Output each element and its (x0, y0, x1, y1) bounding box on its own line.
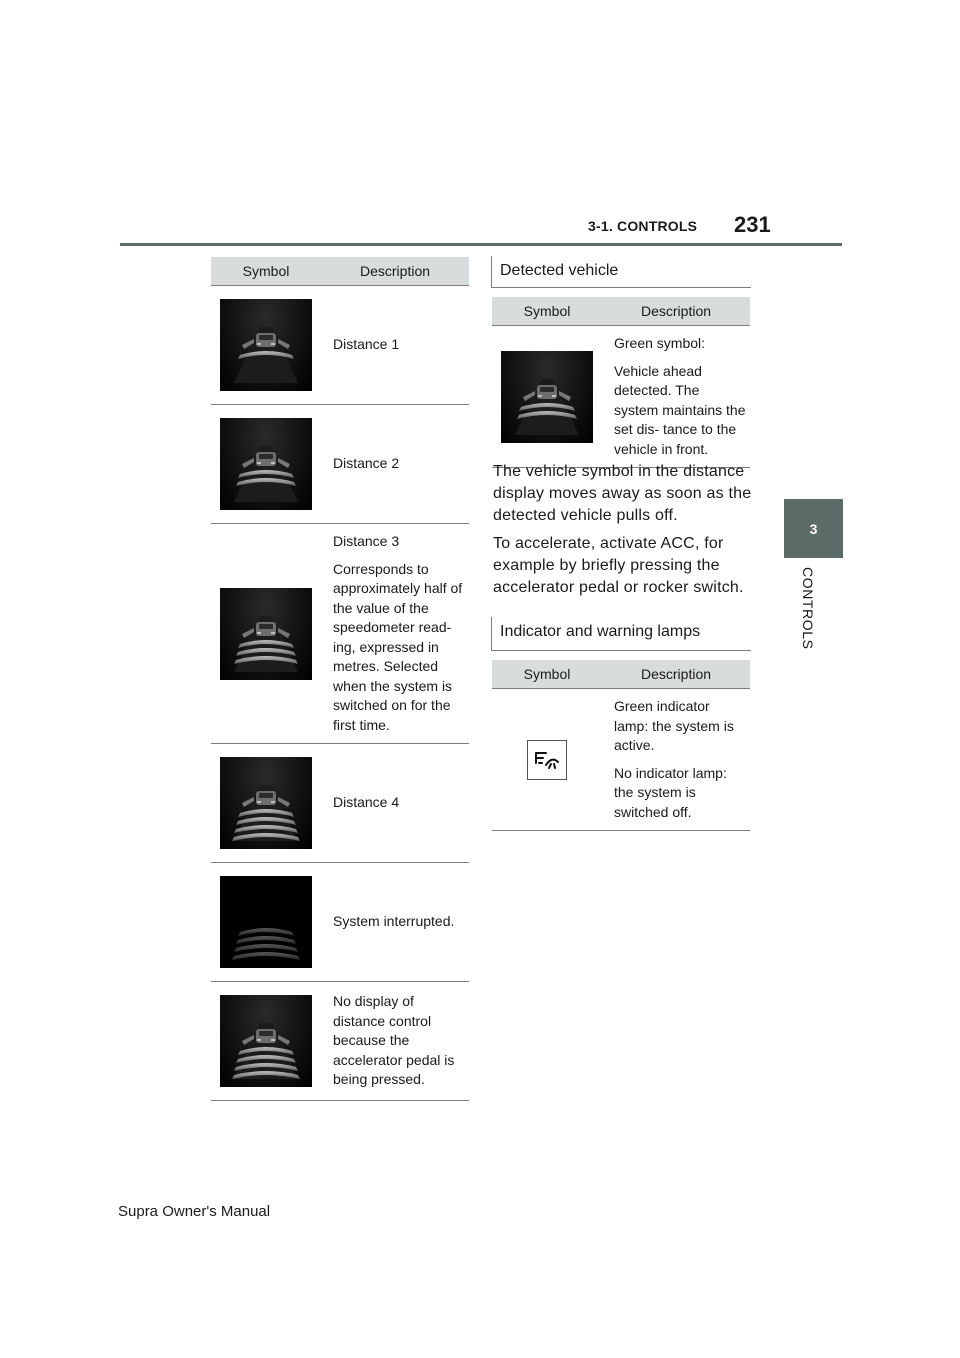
distance-2-symbol-image (220, 418, 312, 510)
col-header-description: Description (602, 297, 750, 326)
chapter-tab (784, 499, 843, 558)
col-header-symbol: Symbol (492, 660, 602, 689)
row-description-detail: Corresponds to approximately half of the value of the speedometer read- ing, expressed in metres. Selected when the system is switched on for the first time. (333, 560, 463, 733)
table-row (211, 286, 469, 405)
table-row (211, 524, 469, 744)
body-text (493, 461, 755, 605)
col-header-symbol: Symbol (492, 297, 602, 326)
table-row (492, 689, 750, 831)
table-row (211, 982, 469, 1101)
indicator-lamps-heading: Indicator and warning lamps (491, 617, 751, 651)
indicator-lamps-table (492, 660, 750, 831)
col-header-description: Description (321, 257, 469, 286)
body-paragraph: To accelerate, activate ACC, for example by briefly pressing the accelerator pedal or rocker switch. (493, 535, 744, 596)
distance-3-symbol-image (220, 588, 312, 680)
col-header-symbol: Symbol (211, 257, 321, 286)
table-row (211, 744, 469, 863)
header-divider (120, 243, 842, 246)
row-description: Distance 3 (333, 533, 400, 549)
chapter-label: CONTROLS (800, 567, 816, 650)
table-row (211, 405, 469, 524)
col-header-description: Description (602, 660, 750, 689)
row-description: No display of distance control because the accelerator pedal is being pressed. (333, 993, 455, 1088)
distance-4-symbol-image (220, 757, 312, 849)
row-description: Distance 4 (333, 794, 400, 811)
section-title: 3-1. CONTROLS (588, 218, 698, 234)
distance-symbol-table (211, 257, 469, 1101)
system-interrupted-symbol-image (220, 876, 312, 968)
row-description: Green symbol: (614, 335, 706, 351)
detected-vehicle-heading: Detected vehicle (491, 256, 751, 288)
distance-1-symbol-image (220, 299, 312, 391)
acc-indicator-icon (527, 740, 567, 780)
no-distance-display-symbol-image (220, 995, 312, 1087)
row-description: System interrupted. (333, 913, 455, 930)
body-paragraph: The vehicle symbol in the distance display moves away as soon as the detected vehicle pulls off. (493, 463, 752, 524)
table-row (211, 863, 469, 982)
table-row (492, 326, 750, 468)
detected-vehicle-table (492, 297, 750, 468)
row-description-detail: No indicator lamp: the system is switched off. (614, 764, 727, 820)
row-description: Distance 2 (333, 455, 400, 472)
detected-vehicle-symbol-image (501, 351, 593, 443)
footer-manual-title: Supra Owner's Manual (118, 1203, 271, 1220)
row-description: Green indicator lamp: the system is active. (614, 698, 734, 753)
row-description: Distance 1 (333, 336, 400, 353)
chapter-number: 3 (809, 520, 818, 537)
page-number: 231 (734, 212, 771, 237)
row-description-detail: Vehicle ahead detected. The system maintains the set dis- tance to the vehicle in front. (614, 362, 746, 457)
